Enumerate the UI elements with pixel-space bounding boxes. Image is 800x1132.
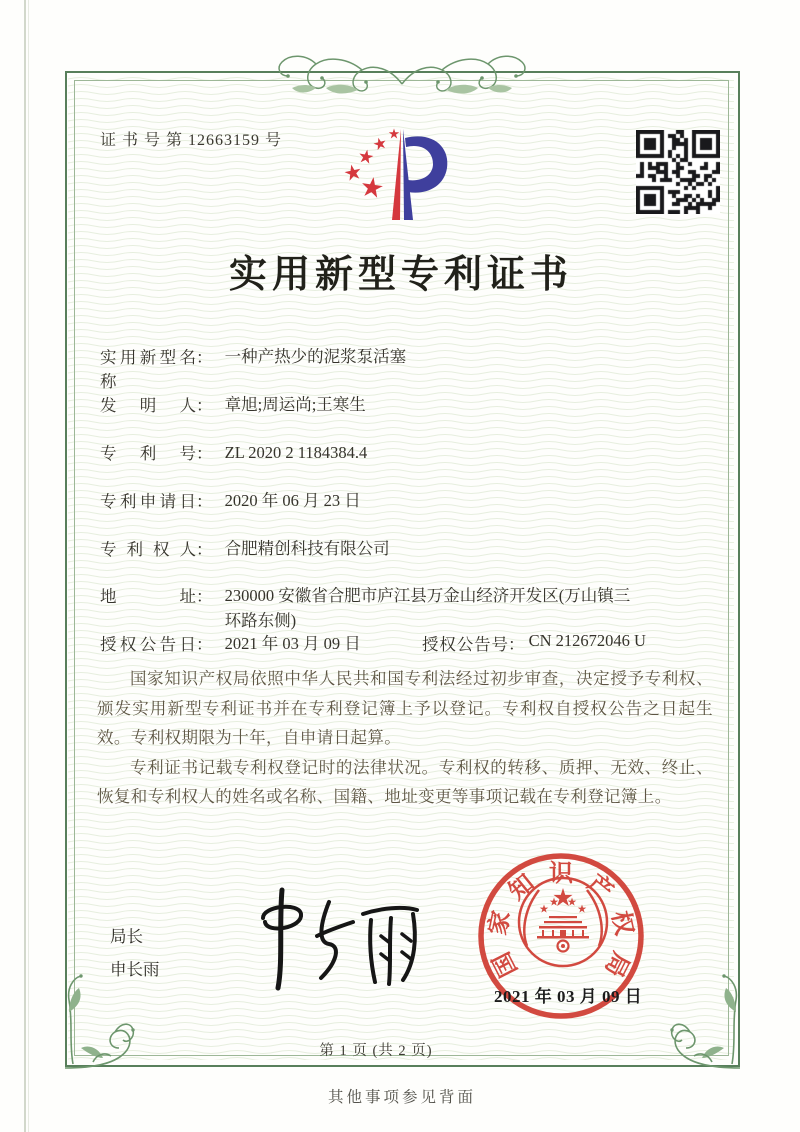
notice-paragraph-1: 国家知识产权局依照中华人民共和国专利法经过初步审查，决定授予专利权、颁发实用新型专利证书并在专利登记簿上予以登记。专利权自授权公告之日起生效。专利权期限为十年，自申请日起算。 — [97, 669, 713, 747]
seal-char: 权 — [606, 908, 637, 938]
seal-char: 知 — [504, 870, 540, 906]
logo-p-bowl — [405, 136, 447, 192]
field-value: 230000 安徽省合肥市庐江县万金山经济开发区(万山镇三环路东侧) — [224, 586, 631, 630]
field-label: 专利号 — [100, 444, 196, 463]
field-row-name: 实用新型名称： 一种产热少的泥浆泵活塞 — [100, 344, 725, 392]
field-label: 发明人 — [100, 396, 196, 415]
field-row-grant-number: 授权公告号： CN 212672046 U — [422, 631, 646, 654]
field-row-address: 地址： 230000 安徽省合肥市庐江县万金山经济开发区(万山镇三环路东侧) — [100, 583, 643, 633]
field-row-patentee: 专利权人： 合肥精创科技有限公司 — [100, 536, 725, 561]
field-label: 专利权人 — [100, 540, 196, 559]
seal-char: 家 — [485, 908, 516, 938]
field-value: 2021 年 03 月 09 日 — [224, 634, 361, 653]
cnipa-logo-icon — [336, 124, 464, 224]
national-emblem-icon — [519, 878, 607, 966]
field-value: ZL 2020 2 1184384.4 — [224, 443, 368, 462]
scan-edge-line-2 — [28, 0, 29, 1132]
field-row-inventor: 发明人： 章旭;周运尚;王寒生 — [100, 392, 725, 417]
field-row-filing-date: 专利申请日： 2020 年 06 月 23 日 — [100, 488, 725, 513]
page-number: 第 1 页 (共 2 页) — [319, 1043, 433, 1059]
qr-code — [636, 130, 720, 214]
field-label: 授权公告号 — [422, 635, 508, 654]
field-value: 合肥精创科技有限公司 — [224, 539, 390, 558]
seal-char: 局 — [599, 947, 634, 981]
field-label: 地址 — [100, 587, 196, 606]
field-value: CN 212672046 U — [528, 631, 646, 650]
certificate-number: 证 书 号 第 12663159 号 — [100, 132, 283, 149]
officer-signature — [225, 884, 425, 992]
field-label: 授权公告日 — [100, 635, 196, 654]
scan-edge-line — [24, 0, 26, 1132]
seal-char: 国 — [488, 947, 523, 981]
top-ornament — [272, 42, 532, 100]
logo-stars-icon — [343, 129, 399, 199]
logo-spire-red — [392, 129, 401, 220]
officer-title: 局长 — [110, 927, 143, 946]
back-note: 其他事项参见背面 — [327, 1089, 476, 1106]
seal-char: 产 — [582, 870, 618, 906]
officer-name: 申长雨 — [110, 960, 160, 979]
tiananmen-icon — [537, 916, 589, 939]
seal-char: 识 — [549, 861, 573, 887]
field-label: 专利申请日 — [100, 492, 196, 511]
field-row-grant-date: 授权公告日： 2021 年 03 月 09 日 — [100, 631, 643, 656]
notice-paragraph-2: 专利证书记载专利权登记时的法律状况。专利权的转移、质押、无效、终止、恢复和专利权人的姓名或名称、国籍、地址变更等事项记载在专利登记簿上。 — [97, 757, 713, 806]
seal-date: 2021 年 03 月 09 日 — [494, 987, 643, 1006]
field-label: 实用新型名称 — [100, 348, 196, 391]
field-row-patent-no: 专利号： ZL 2020 2 1184384.4 — [100, 440, 725, 465]
field-value: 2020 年 06 月 23 日 — [224, 491, 361, 510]
field-value: 章旭;周运尚;王寒生 — [224, 395, 366, 414]
legal-notice — [97, 664, 713, 812]
page-title: 实用新型专利证书 — [228, 254, 573, 296]
field-value: 一种产热少的泥浆泵活塞 — [224, 347, 407, 366]
